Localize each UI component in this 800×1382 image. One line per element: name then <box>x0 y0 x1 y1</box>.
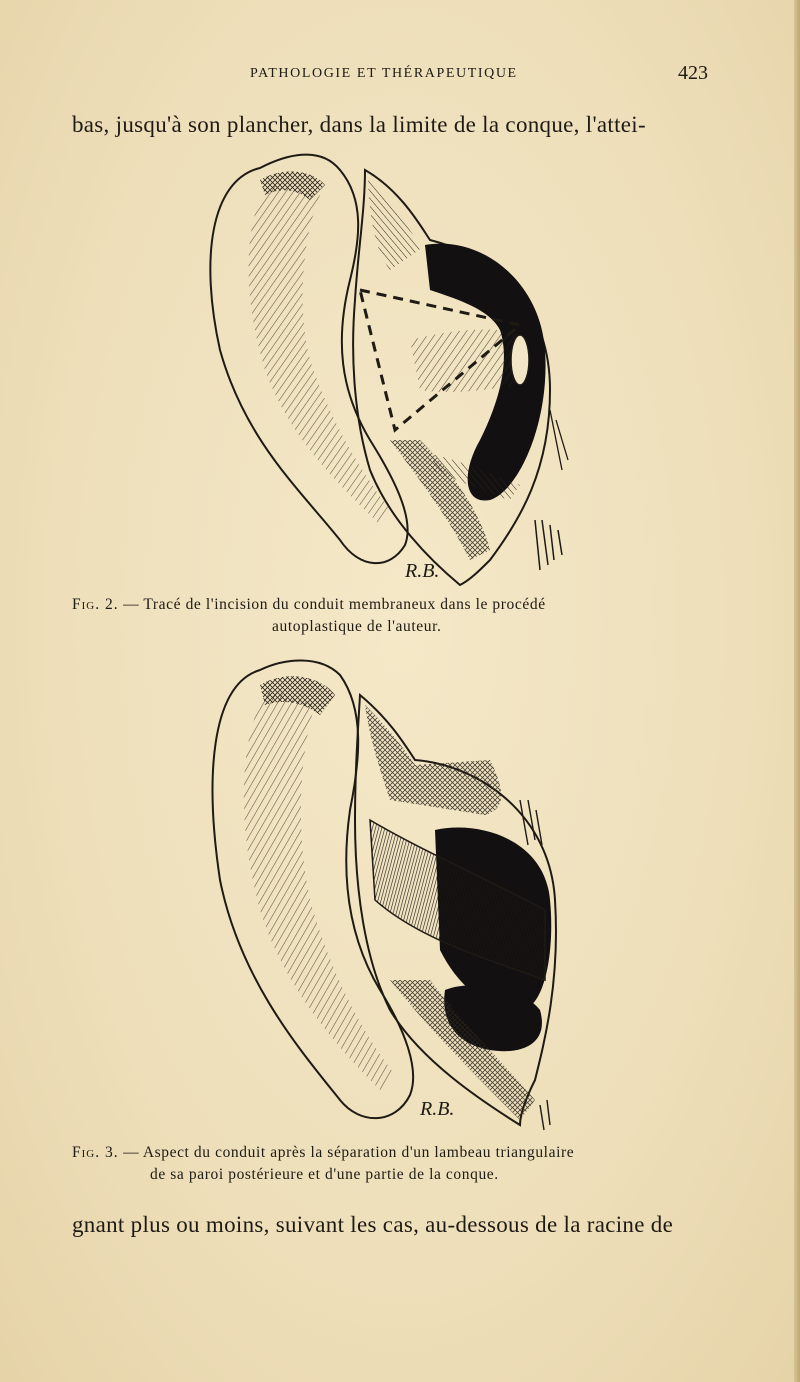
figure-2-signature: R.B. <box>405 560 440 582</box>
page-number: 423 <box>678 62 708 84</box>
running-head-title: PATHOLOGIE ET THÉRAPEUTIQUE <box>250 66 518 81</box>
figure-3-signature: R.B. <box>420 1098 455 1120</box>
figure-2-ear-illustration <box>190 140 590 590</box>
figure-3-caption <box>72 1142 742 1186</box>
page-edge <box>794 0 800 1382</box>
figure-2-caption-line1: — Tracé de l'incision du conduit membraneux dans le procédé <box>123 596 546 613</box>
body-text-bottom: gnant plus ou moins, suivant les cas, au-dessous de la racine de <box>72 1212 674 1237</box>
running-head <box>0 62 800 86</box>
figure-2-caption <box>72 594 742 638</box>
figure-3-label: Fig. 3. <box>72 1144 119 1161</box>
figure-2-caption-line2: autoplastique de l'auteur. <box>272 618 442 635</box>
figure-3-caption-line1: — Aspect du conduit après la séparation d'un lambeau triangulaire <box>123 1144 575 1161</box>
figure-3-caption-line2: de sa paroi postérieure et d'une partie de la conque. <box>150 1166 499 1183</box>
figure-3-ear-illustration <box>190 650 590 1140</box>
body-text-top: bas, jusqu'à son plancher, dans la limite de la conque, l'attei- <box>72 112 646 137</box>
figure-2-label: Fig. 2. <box>72 596 119 613</box>
